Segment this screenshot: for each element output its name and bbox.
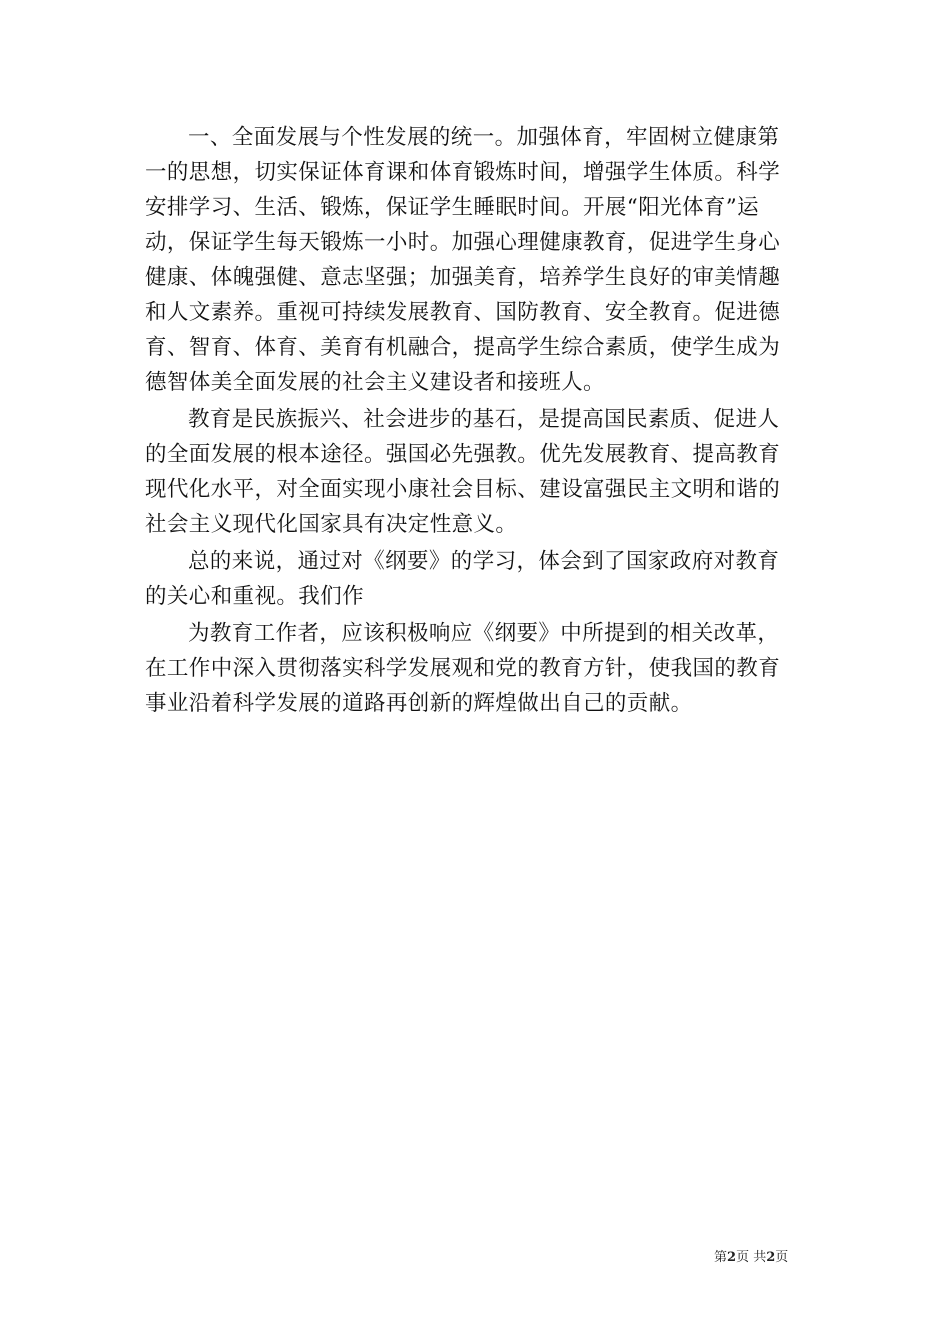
current-page-number: 2 [727,1250,737,1265]
document-body [145,120,810,723]
paragraph: 总的来说，通过对《纲要》的学习，体会到了国家政府对教育 的关心和重视。我们作 [145,549,780,609]
paragraph: 为教育工作者，应该积极响应《纲要》中所提到的相关改革， 在工作中深入贯彻落实科学发展观和党的教育方针，使我国的教育 事业沿着科学发展的道路再创新的辉煌做出自己的贡献。 [145,621,781,716]
paragraph: 教育是民族振兴、社会进步的基石，是提高国民素质、促进人 的全面发展的根本途径。强国必先强教。优先发展教育、提高教育 现代化水平，对全面实现小康社会目标、建设富强民主文明和谐的 社会主义现代化国家具有决定性意义。 [145,407,781,537]
footer-suffix: 页 [775,1250,789,1265]
paragraph: 一、全面发展与个性发展的统一。加强体育，牢固树立健康第 一的思想，切实保证体育课和体育锻炼时间，增强学生体质。科学 安排学习、生活、锻炼，保证学生睡眠时间。开展“阳光体育”运 动，保证学生每天锻炼一小时。加强心理健康教育，促进学生身心 健康、体魄强健、意志坚强；加强美育，培养学生良好的审美情趣 和人文素养。重视可持续发展教育、国防教育、安全教育。促进德 育、智育、体育、美育有机融合，提高学生综合素质，使学生成为 德智体美全面发展的社会主义建设者和接班人。 [145,125,781,395]
page-number-footer [714,1246,788,1265]
footer-prefix: 第 [714,1250,728,1265]
footer-middle: 页 共 [736,1250,767,1265]
total-pages-number: 2 [766,1250,776,1265]
